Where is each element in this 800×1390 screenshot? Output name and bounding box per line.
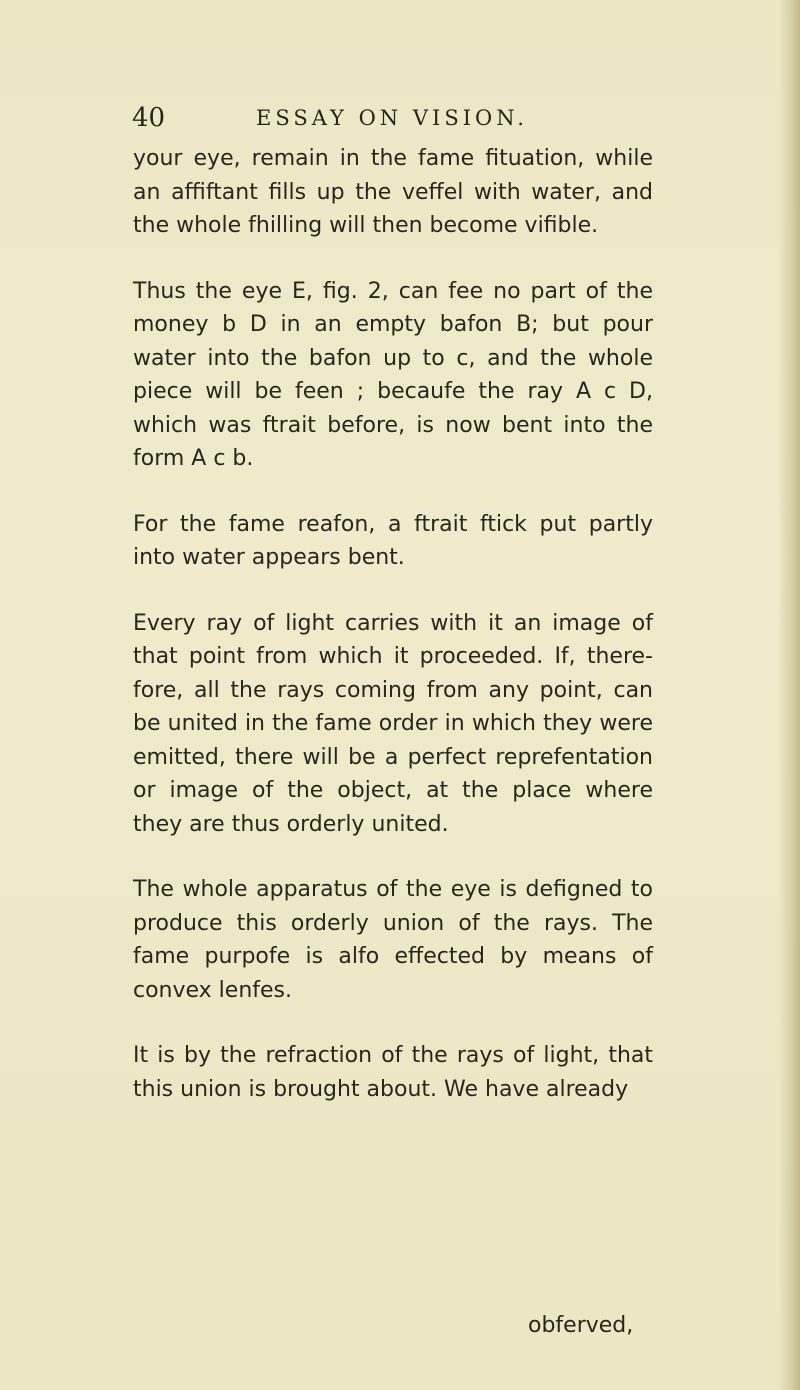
body-text [133, 142, 653, 1138]
page-number: 40 [132, 103, 166, 133]
paragraph-6: It is by the refraction of the rays of light, that this union is brought about. We have already [133, 1043, 653, 1102]
page-edge-shadow [778, 0, 800, 1390]
running-head: ESSAY ON VISION. [256, 106, 528, 130]
paragraph-1: your eye, remain in the fame fituation, while an affiftant fills up the veffel with water, and the whole fhilling will then become vifible. [133, 146, 653, 238]
paragraph-4: Every ray of light carries with it an image of that point from which it proceeded. If, there-fore, all the rays coming from any point, can be united in the fame order in which they were emitted, there will be a perfect reprefentation or image of the object, at the place where they are thus orderly united. [133, 610, 653, 837]
page-header [132, 98, 692, 138]
paragraph-2: Thus the eye E, fig. 2, can fee no part of the money b D in an empty bafon B; but pour water into the bafon up to c, and the whole piece will be feen ; becaufe the ray A c D, which was ftrait before, is now bent into the form A c b. [133, 278, 653, 471]
paragraph-5: The whole apparatus of the eye is defigned to produce this orderly union of the rays. The fame purpofe is alfo effected by means of convex lenfes. [133, 877, 653, 1003]
paragraph-3: For the fame reafon, a ftrait ftick put partly into water appears bent. [133, 511, 653, 570]
catchword: obferved, [528, 1313, 634, 1338]
